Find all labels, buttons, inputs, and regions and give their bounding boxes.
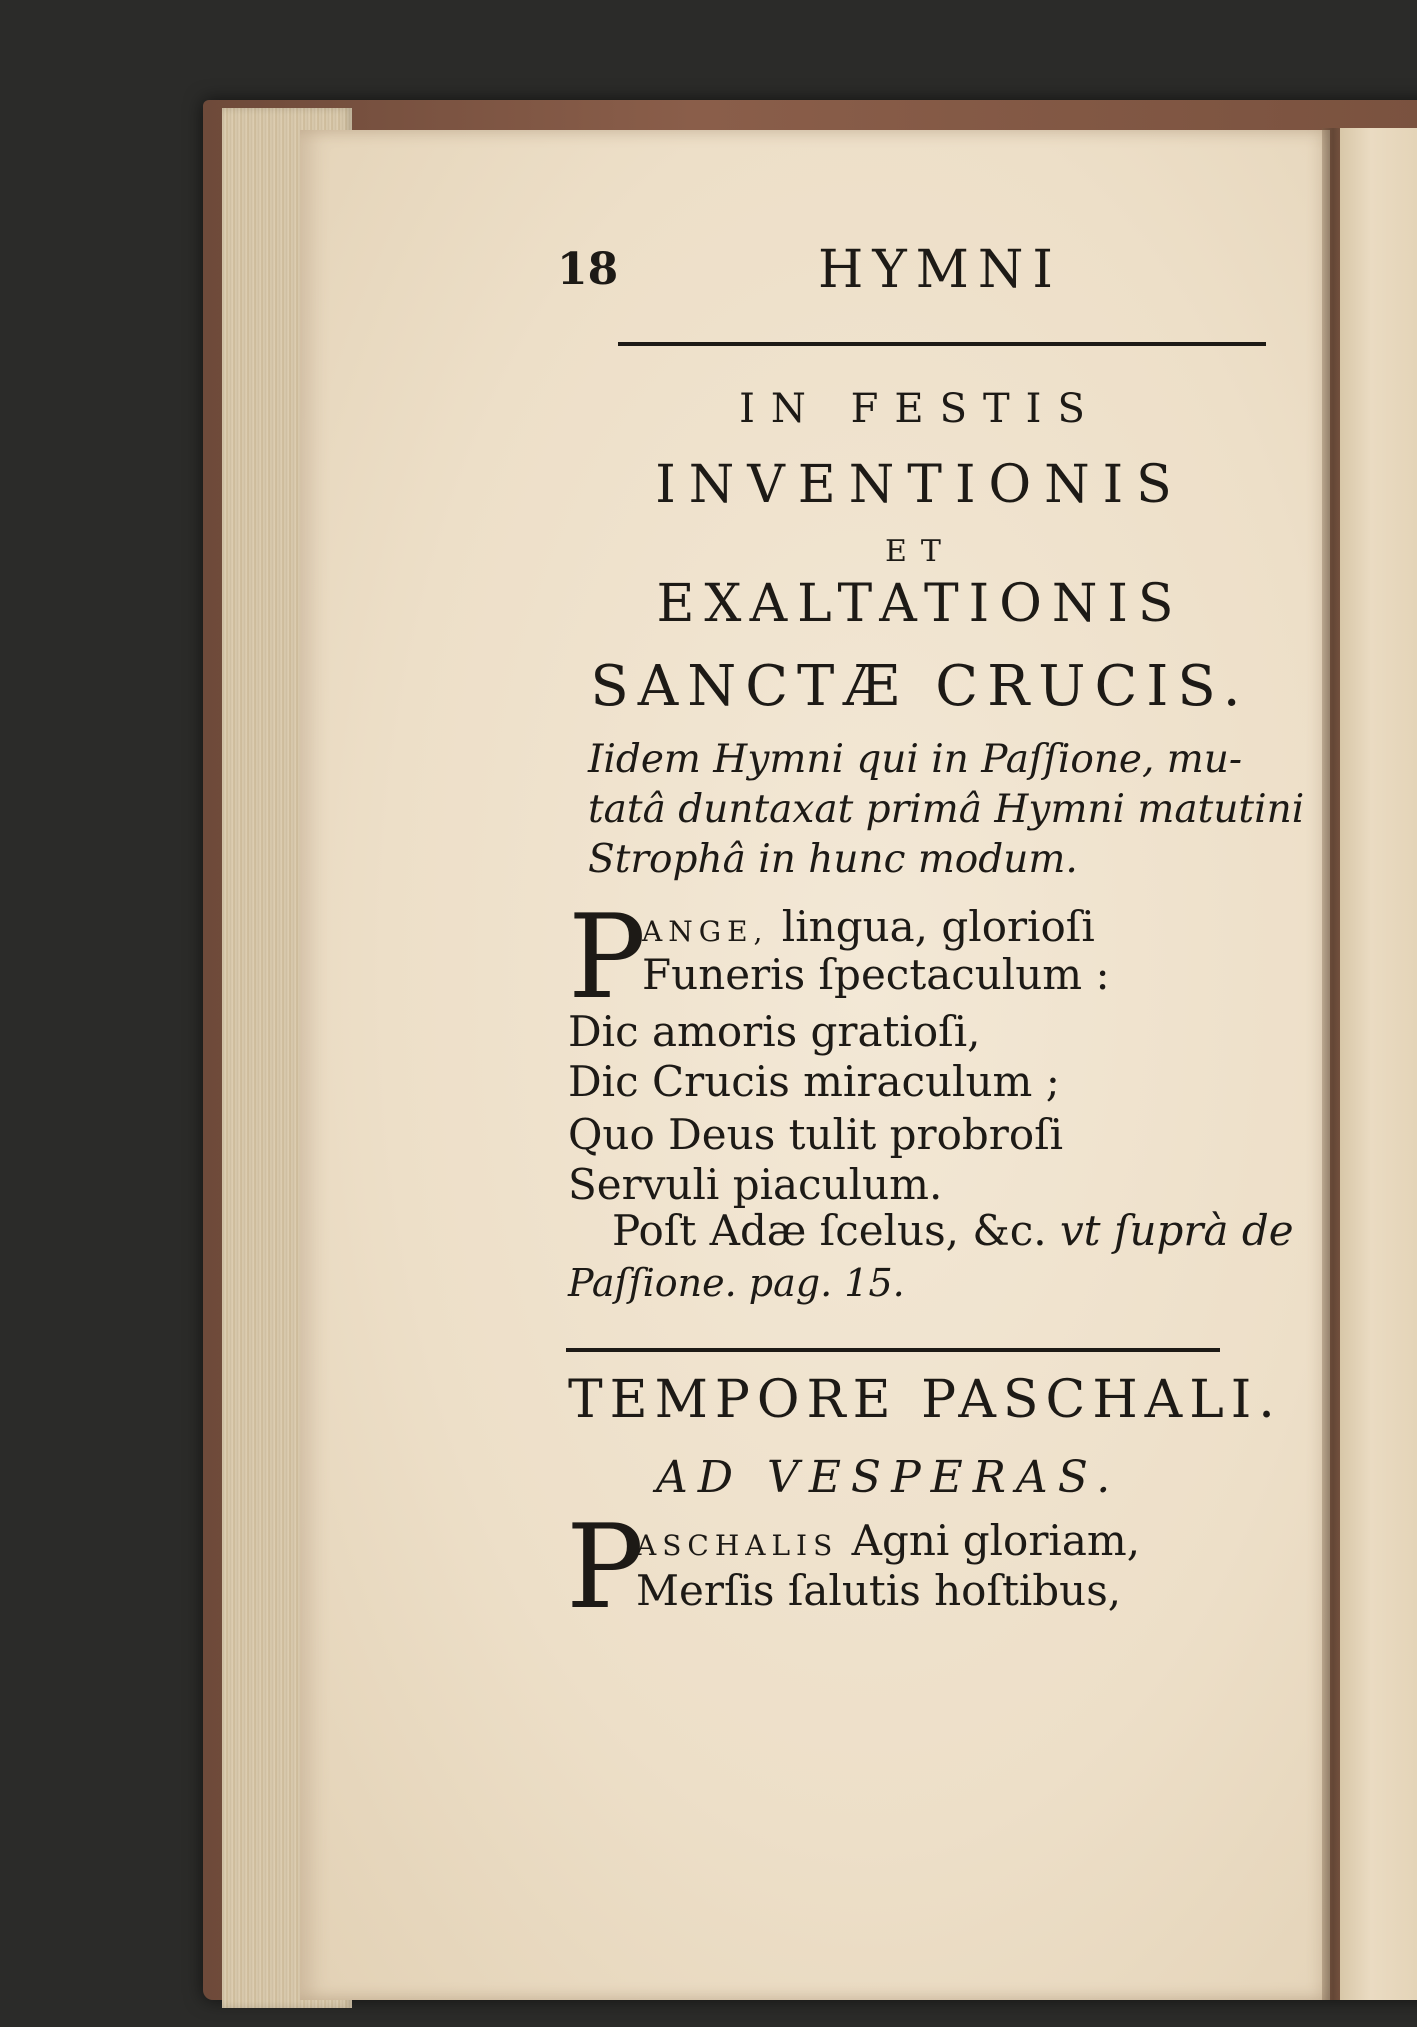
hymn1-line-1-smallcaps: ANGE, xyxy=(642,915,769,948)
title-line-5: SANCTÆ CRUCIS. xyxy=(590,654,1250,719)
hymn2-dropcap: P xyxy=(566,1500,645,1635)
hymn1-line-1 xyxy=(642,902,1095,957)
hymn1-line-2: Funeris ſpectaculum : xyxy=(642,950,1110,999)
hymn1-dropcap: P xyxy=(568,890,647,1025)
running-head: HYMNI xyxy=(818,240,1062,300)
hymn1-line-5: Quo Deus tulit probroſi xyxy=(568,1110,1064,1159)
hymn1-line-7-roman: Poſt Adæ ſcelus, &c. xyxy=(612,1206,1060,1255)
section-rule xyxy=(566,1348,1220,1352)
hymn1-line-7 xyxy=(612,1206,1294,1256)
page-number: 18 xyxy=(557,244,619,295)
hymn1-line-4: Dic Crucis miraculum ; xyxy=(568,1057,1060,1106)
hymn2-line-1-smallcaps: ASCHALIS xyxy=(636,1529,839,1562)
facing-page-edge xyxy=(1340,128,1417,2000)
title-line-2: INVENTIONIS xyxy=(655,455,1185,515)
hymn1-line-8: Paſſione. pag. 15. xyxy=(568,1261,905,1305)
hymn1-line-1-rest: lingua, glorioſi xyxy=(768,902,1095,951)
hymn2-line-2: Merſis ſalutis hoſtibus, xyxy=(636,1566,1122,1615)
header-rule xyxy=(618,342,1266,346)
title-line-4: EXALTATIONIS xyxy=(656,574,1184,634)
section-subheading: AD VESPERAS. xyxy=(656,1452,1121,1503)
section-heading: TEMPORE PASCHALI. xyxy=(568,1370,1282,1430)
title-line-1: IN FESTIS xyxy=(739,386,1101,432)
hymn2-line-1 xyxy=(636,1516,1140,1571)
rubric-line-2: tatâ duntaxat primâ Hymni matutini xyxy=(588,787,1305,832)
hymn2-line-1-rest: Agni gloriam, xyxy=(838,1516,1141,1565)
rubric-line-1: Iidem Hymni qui in Paſſione, mu- xyxy=(588,737,1243,782)
hymn1-line-6: Servuli piaculum. xyxy=(568,1160,943,1209)
title-line-3: ET xyxy=(885,534,955,569)
hymn1-line-3: Dic amoris gratioſi, xyxy=(568,1007,981,1056)
rubric-line-3: Strophâ in hunc modum. xyxy=(588,837,1078,882)
hymn1-line-7-italic: vt ſuprà de xyxy=(1059,1206,1294,1255)
